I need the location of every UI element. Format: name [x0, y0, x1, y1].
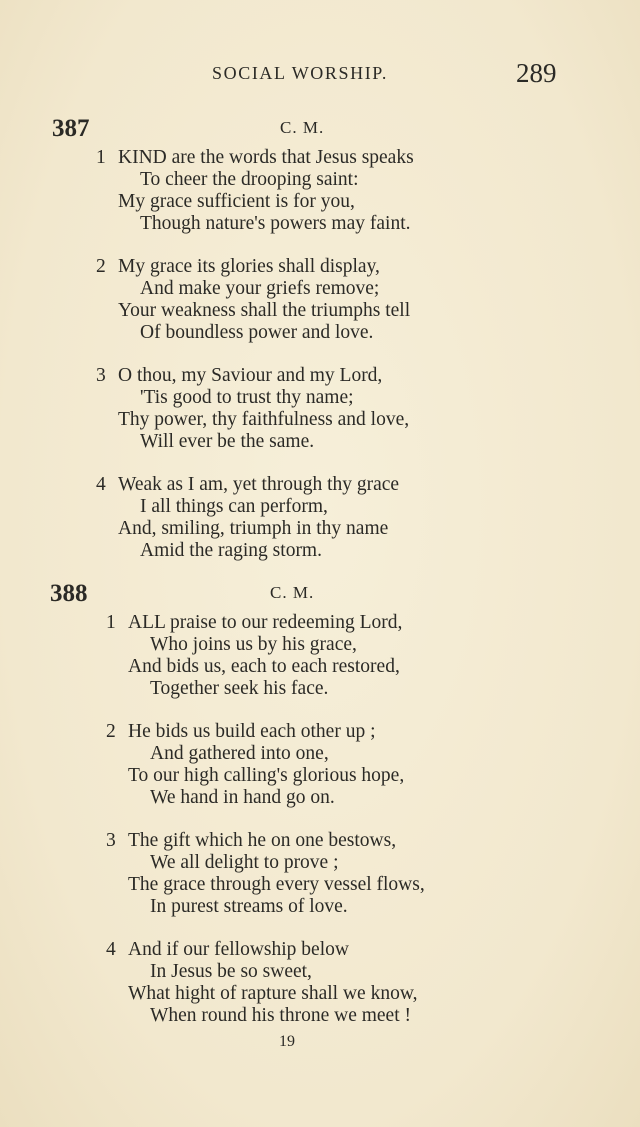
hymn-meter: C. M.	[280, 118, 325, 137]
verse-line: We hand in hand go on.	[150, 787, 335, 808]
verse-line: In Jesus be so sweet,	[150, 961, 312, 982]
verse-line: And, smiling, triumph in thy name	[118, 518, 389, 539]
verse-line: And gathered into one,	[150, 743, 329, 764]
verse-line: To our high calling's glorious hope,	[128, 765, 405, 786]
verse-line: The gift which he on one bestows,	[128, 830, 397, 851]
verse-number: 4	[96, 474, 106, 495]
verse-line: And if our fellowship below	[128, 939, 349, 960]
hymn-meter: C. M.	[270, 583, 315, 602]
verse-line: Though nature's powers may faint.	[140, 213, 411, 234]
verse-line: I all things can perform,	[140, 496, 328, 517]
verse-line: 'Tis good to trust thy name;	[140, 387, 354, 408]
verse-line: Of boundless power and love.	[140, 322, 374, 343]
verse-number: 3	[96, 365, 106, 386]
verse-line: Your weakness shall the triumphs tell	[118, 300, 411, 321]
hymn-number: 387	[52, 115, 90, 142]
verse-line: O thou, my Saviour and my Lord,	[118, 365, 383, 386]
verse-line: My grace its glories shall display,	[118, 256, 380, 277]
hymn-number: 388	[50, 580, 88, 607]
verse-line: Amid the raging storm.	[140, 540, 322, 561]
verse-line: Will ever be the same.	[140, 431, 315, 452]
verse-line: When round his throne we meet !	[150, 1005, 412, 1026]
verse-number: 4	[106, 939, 116, 960]
verse-line: What hight of rapture shall we know,	[128, 983, 418, 1004]
verse-number: 3	[106, 830, 116, 851]
verse-line: Thy power, thy faithfulness and love,	[118, 409, 410, 430]
verse-number: 2	[106, 721, 116, 742]
verse-line: Together seek his face.	[150, 678, 329, 699]
verse-line: The grace through every vessel flows,	[128, 874, 425, 895]
verse-line: Who joins us by his grace,	[150, 634, 357, 655]
verse-line: And bids us, each to each restored,	[128, 656, 400, 677]
page-number: 289	[516, 58, 557, 88]
verse-line: He bids us build each other up ;	[128, 721, 376, 742]
verse-line: To cheer the drooping saint:	[140, 169, 359, 190]
verse-line: KIND are the words that Jesus speaks	[118, 147, 414, 168]
signature-mark: 19	[279, 1033, 295, 1050]
verse-line: Weak as I am, yet through thy grace	[118, 474, 400, 495]
verse-line: We all delight to prove ;	[150, 852, 339, 873]
verse-line: And make your griefs remove;	[140, 278, 380, 299]
verse-number: 1	[96, 147, 106, 168]
verse-number: 1	[106, 612, 116, 633]
verse-line: My grace sufficient is for you,	[118, 191, 355, 212]
verse-line: ALL praise to our redeeming Lord,	[128, 612, 403, 633]
running-head-title: SOCIAL WORSHIP.	[212, 63, 389, 83]
verse-number: 2	[96, 256, 106, 277]
verse-line: In purest streams of love.	[150, 896, 348, 917]
